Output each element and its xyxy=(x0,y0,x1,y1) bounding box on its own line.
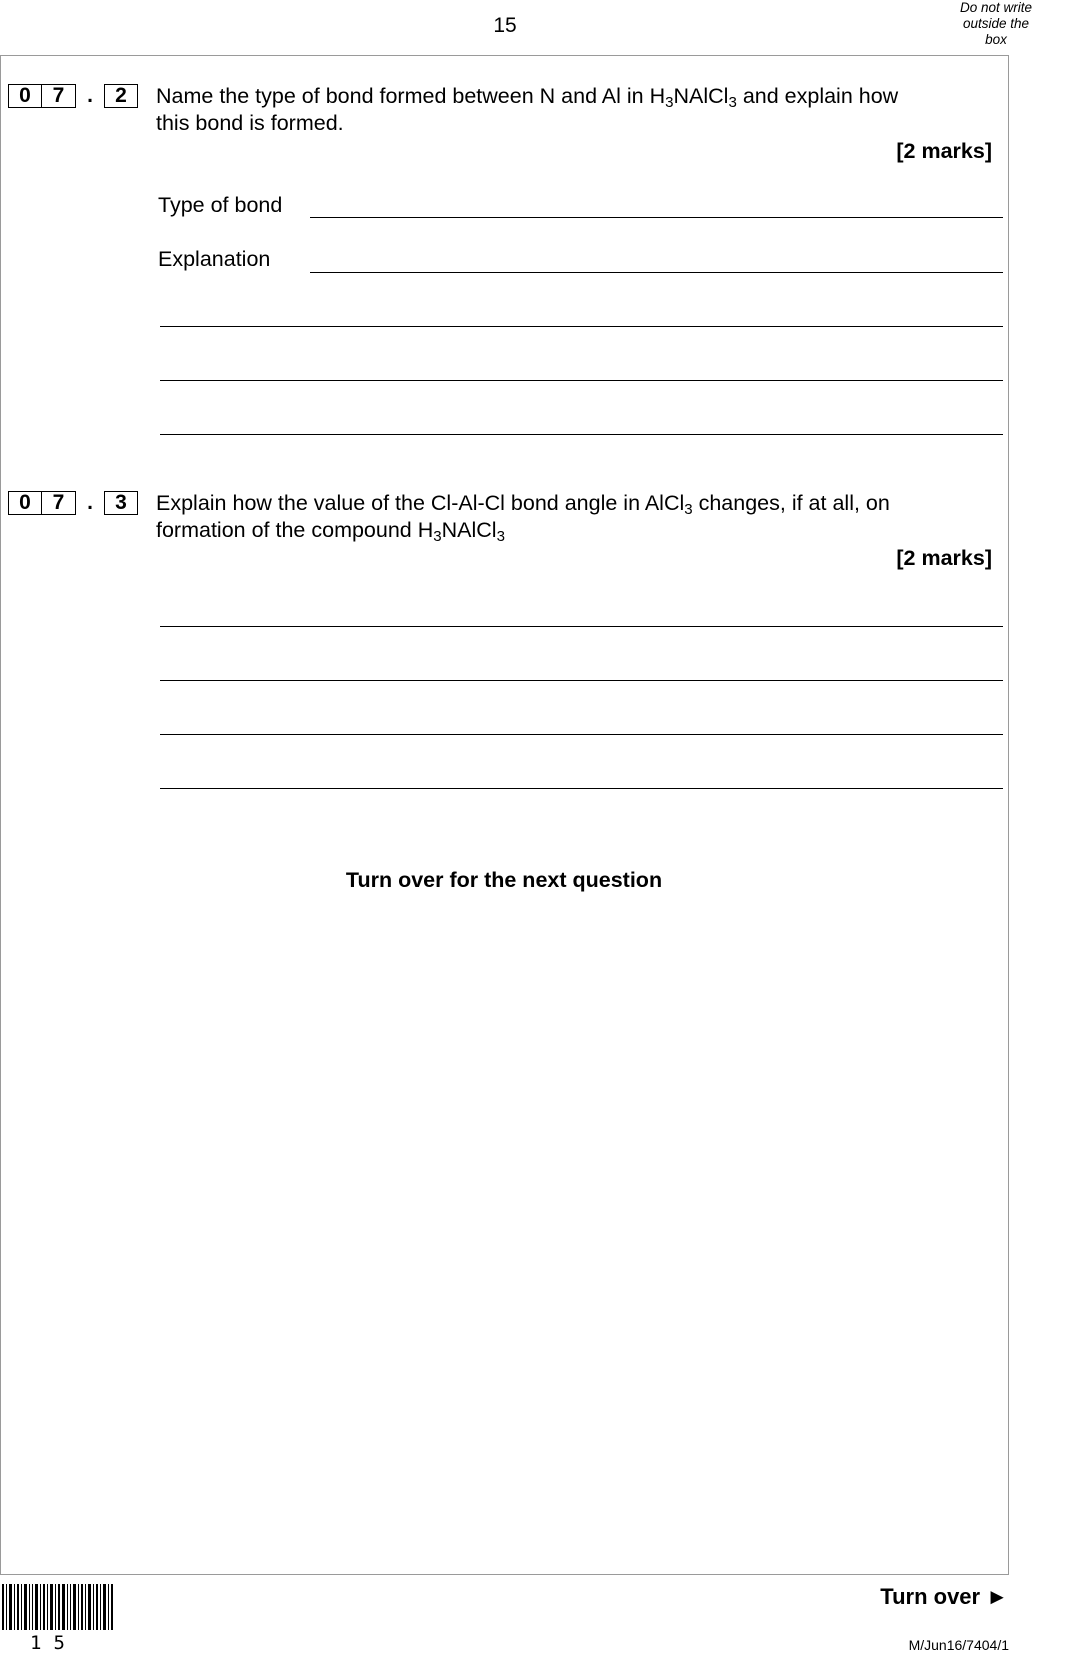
paper-code: M/Jun16/7404/1 xyxy=(908,1637,1009,1653)
question-digit-box: 0 xyxy=(8,491,42,515)
question-text-line: this bond is formed. xyxy=(156,111,344,135)
next-question-instruction: Turn over for the next question xyxy=(345,868,663,892)
question-number-07-3 xyxy=(8,490,138,516)
margin-note-line: box xyxy=(985,32,1007,47)
question-digit-box: 7 xyxy=(42,84,76,108)
question-separator: . xyxy=(87,84,93,107)
page-number: 15 xyxy=(493,14,517,37)
explanation-label: Explanation xyxy=(158,247,271,271)
question-digit-box: 7 xyxy=(42,491,76,515)
answer-line[interactable] xyxy=(310,217,1003,218)
question-number-07-2 xyxy=(8,83,138,109)
question-text-segment: NAlCl xyxy=(673,84,729,108)
marks-label: [2 marks] xyxy=(896,139,992,163)
margin-note-line: Do not write xyxy=(959,0,1033,15)
question-digit-box: 0 xyxy=(8,84,42,108)
question-text-07-3 xyxy=(156,490,986,544)
answer-line[interactable] xyxy=(160,380,1003,381)
question-text-segment: NAlCl xyxy=(441,518,497,542)
margin-note xyxy=(949,0,1043,48)
question-text-segment: changes, if at all, on xyxy=(692,491,890,515)
answer-line[interactable] xyxy=(160,788,1003,789)
subscript: 3 xyxy=(684,501,693,518)
answer-area-border xyxy=(0,55,1009,1575)
answer-line[interactable] xyxy=(160,326,1003,327)
question-part-box: 3 xyxy=(104,491,138,515)
answer-line[interactable] xyxy=(160,434,1003,435)
question-text-segment: Explain how the value of the Cl-Al-Cl bond angle in AlCl xyxy=(156,491,685,515)
turn-over-label: Turn over ► xyxy=(880,1584,1008,1609)
question-text-segment: and explain how xyxy=(736,84,899,108)
answer-line[interactable] xyxy=(160,734,1003,735)
subscript: 3 xyxy=(665,94,674,111)
question-part-box: 2 xyxy=(104,84,138,108)
question-separator: . xyxy=(87,491,93,514)
subscript: 3 xyxy=(728,94,737,111)
type-of-bond-label: Type of bond xyxy=(158,193,283,217)
margin-note-line: outside the xyxy=(962,16,1030,31)
question-text-07-2 xyxy=(156,83,986,137)
marks-label: [2 marks] xyxy=(896,546,992,570)
answer-line[interactable] xyxy=(310,272,1003,273)
answer-line[interactable] xyxy=(160,626,1003,627)
answer-line[interactable] xyxy=(160,680,1003,681)
question-text-segment: Name the type of bond formed between N and Al in H xyxy=(156,84,666,108)
subscript: 3 xyxy=(433,528,442,545)
barcode-icon xyxy=(2,1584,114,1630)
subscript: 3 xyxy=(496,528,505,545)
barcode-digits: 15 xyxy=(30,1632,77,1654)
question-text-segment: formation of the compound H xyxy=(156,518,434,542)
